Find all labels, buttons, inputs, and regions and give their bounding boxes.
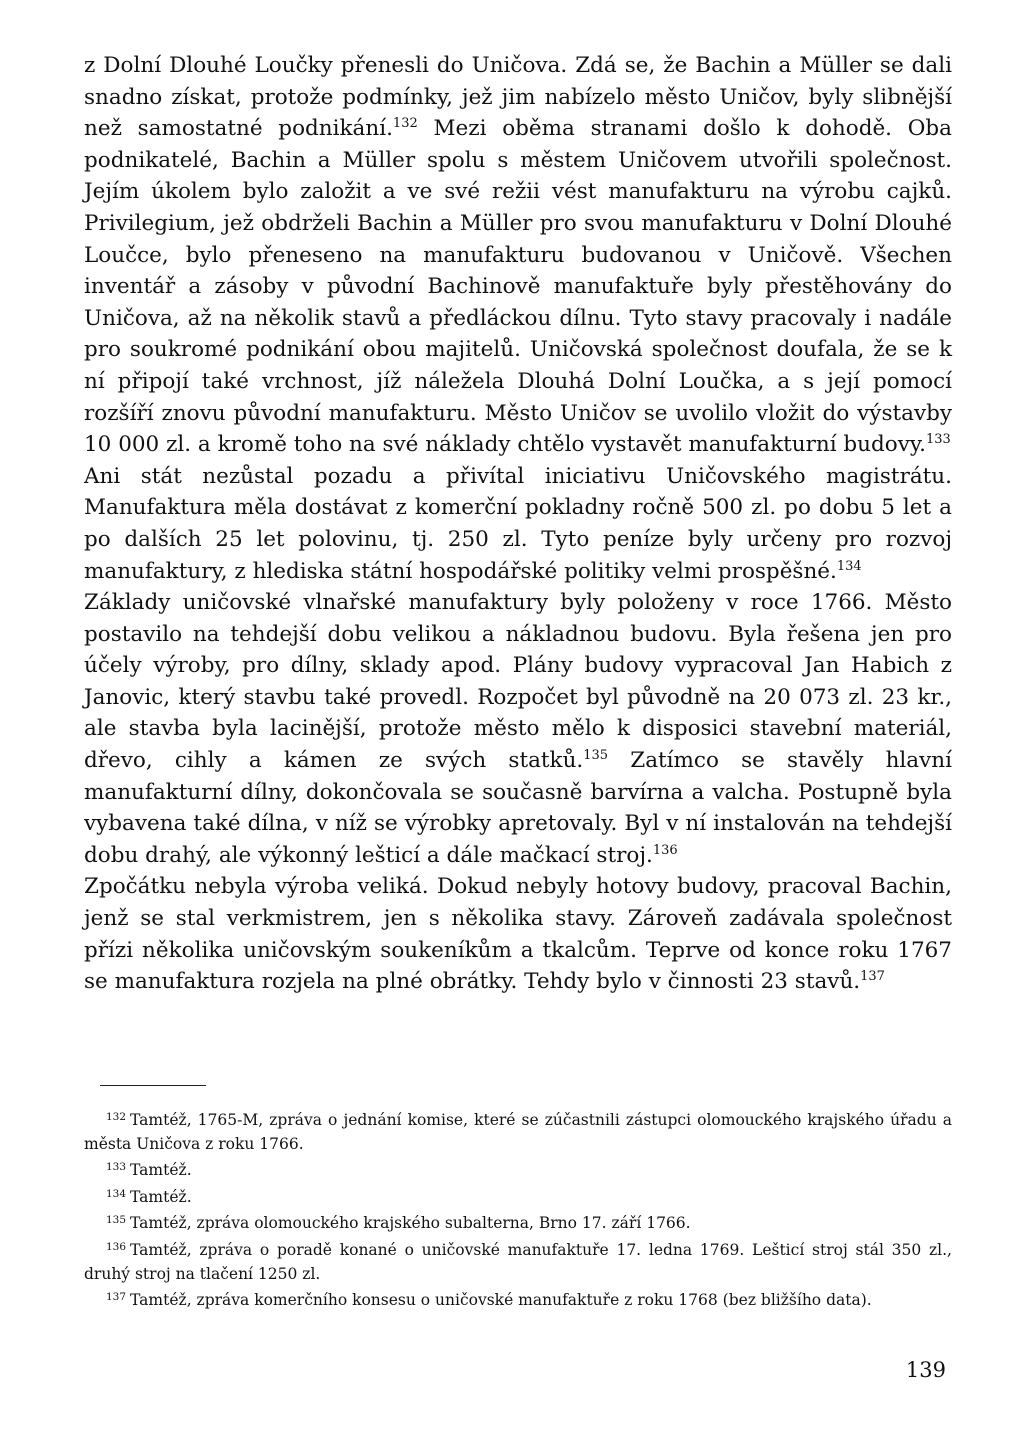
footnote-137 bbox=[84, 1286, 952, 1313]
paragraph-text: Zpočátku nebyla výroba veliká. Dokud nebyly hotovy budovy, pracoval Bachin, jenž se stal verkmistrem, jen s několika stavy. Zároveň zadávala společnost přízi několika uničovským soukeníkům a tkalcům. Teprve od konce roku 1767 se manufaktura rozjela na plné obrátky. Tehdy bylo v činnosti 23 stavů. bbox=[84, 874, 952, 995]
footnote-number: 135 bbox=[106, 1214, 127, 1227]
footnote-text: Tamtéž, 1765-M, zpráva o jednání komise, které se zúčastnili zástupci olomouckého krajského úřadu a města Uničova z roku 1766. bbox=[84, 1111, 952, 1153]
footnote-number: 136 bbox=[106, 1240, 127, 1253]
main-text bbox=[84, 50, 952, 998]
paragraph-3 bbox=[84, 587, 952, 871]
footnote-text: Tamtéž, zpráva komerčního konsesu o uničovské manufaktuře z roku 1768 (bez bližšího data). bbox=[130, 1291, 872, 1310]
footnote-136 bbox=[84, 1236, 952, 1286]
footnote-separator bbox=[100, 1085, 206, 1086]
footnote-133 bbox=[84, 1156, 952, 1183]
footnote-ref-135[interactable]: 135 bbox=[583, 748, 609, 764]
footnote-text: Tamtéž. bbox=[130, 1161, 192, 1180]
footnote-text: Tamtéž. bbox=[130, 1187, 192, 1206]
paragraph-text: Ani stát nezůstal pozadu a přivítal iniciativu Uničovského magistrátu. Manufaktura měla dostávat z komerční pokladny ročně 500 zl. po dobu 5 let a po dalších 25 let polovinu, tj. 250 zl. Tyto peníze byly určeny pro rozvoj manufaktury, z hlediska státní hospodářské politiky velmi prospěšné. bbox=[84, 463, 952, 584]
paragraph-text: Mezi oběma stranami došlo k dohodě. Oba podnikatelé, Bachin a Müller spolu s městem Uničovem utvořili společnost. Jejím úkolem bylo založit a ve své režii vést manufakturu na výrobu cajků. Privilegium, jež obdrželi Bachin a Müller pro svou manufakturu v Dolní Dlouhé Loučce, bylo přeneseno na manufakturu budovanou v Uničově. Všechen inventář a zásoby v původní Bachinově manufaktuře byly přestěhovány do Uničova, až na několik stavů a předláckou dílnu. Tyto stavy pracovaly i nadále pro soukromé podnikání obou majitelů. Uničovská společnost doufala, že se k ní připojí také vrchnost, jíž náležela Dlouhá Dolní Loučka, a s její pomocí rozšíří znovu původní manufakturu. Město Uničov se uvolilo vložit do výstavby 10 000 zl. a kromě toho na své náklady chtělo vystavět manufakturní budovy. bbox=[84, 116, 952, 458]
footnotes bbox=[84, 1106, 952, 1313]
paragraph-text: Základy uničovské vlnařské manufaktury byly položeny v roce 1766. Město postavilo na tehdejší dobu velikou a nákladnou budovu. Byla řešena jen pro účely výroby, pro dílny, sklady apod. Plány budovy vypracoval Jan Habich z Janovic, který stavbu také provedl. Rozpočet byl původně na 20 073 zl. 23 kr., ale stavba byla lacinější, protože město mělo k disposici stavební materiál, dřevo, cihly a kámen ze svých statků. bbox=[84, 590, 952, 774]
footnote-135 bbox=[84, 1209, 952, 1236]
page-body bbox=[84, 50, 952, 998]
footnote-number: 132 bbox=[106, 1111, 127, 1123]
footnote-number: 133 bbox=[106, 1161, 127, 1174]
paragraph-text: z Dolní Dlouhé Loučky přenesli do Uničova. Zdá se, že Bachin a Müller se dali snadno získat, protože podmínky, jež jim nabízelo město Uničov, byly slibnější než samostatné podnikání. bbox=[84, 53, 952, 142]
footnote-ref-133[interactable]: 133 bbox=[926, 432, 951, 448]
footnote-134 bbox=[84, 1183, 952, 1210]
footnote-ref-137[interactable]: 137 bbox=[860, 969, 885, 985]
paragraph-1 bbox=[84, 50, 952, 461]
paragraph-2 bbox=[84, 461, 952, 587]
footnote-ref-134[interactable]: 134 bbox=[836, 558, 862, 574]
footnote-ref-136[interactable]: 136 bbox=[652, 842, 678, 858]
paragraph-text: Zatímco se stavěly hlavní manufakturní dílny, dokončovala se současně barvírna a valcha. Postupně byla vybavena také dílna, v níž se výrobky apretovaly. Byl v ní instalován na tehdejší dobu drahý, ale výkonný lešticí a dále mačkací stroj. bbox=[84, 748, 952, 868]
footnote-number: 134 bbox=[106, 1187, 127, 1200]
page-number: 139 bbox=[905, 1358, 946, 1382]
footnote-number: 137 bbox=[106, 1291, 127, 1304]
footnote-132 bbox=[84, 1106, 952, 1156]
paragraph-4 bbox=[84, 871, 952, 997]
footnote-ref-132[interactable]: 132 bbox=[392, 116, 418, 132]
footnote-text: Tamtéž, zpráva olomouckého krajského subalterna, Brno 17. září 1766. bbox=[130, 1214, 691, 1233]
footnote-text: Tamtéž, zpráva o poradě konané o uničovské manufaktuře 17. ledna 1769. Lešticí stroj stál 350 zl., druhý stroj na tlačení 1250 zl. bbox=[84, 1240, 952, 1283]
